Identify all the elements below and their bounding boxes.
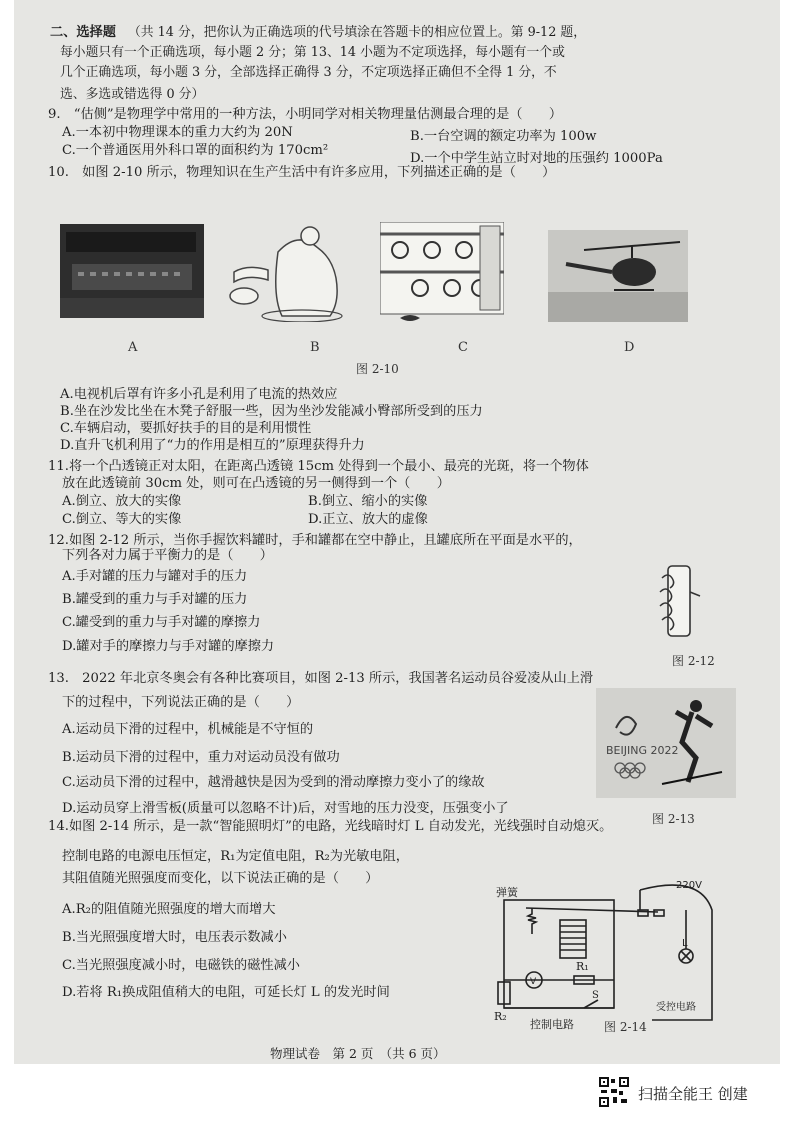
voltage-label: 220V	[676, 880, 702, 891]
q9-option-b: B.一台空调的额定功率为 100w	[410, 129, 597, 144]
q11-stem-1: 11.将一个凸透镜正对太阳，在距离凸透镜 15cm 处得到一个最小、最亮的光斑，将一个物体	[48, 459, 589, 474]
q14-option-c: C.当光照强度减小时，电磁铁的磁性减小	[62, 958, 300, 973]
q14-stem-3: 其阻值随光照强度而变化，以下说法正确的是（ ）	[62, 871, 379, 886]
fig-a-label: A	[128, 340, 138, 355]
q14-option-b: B.当光照强度增大时，电压表示数减小	[62, 930, 287, 945]
q13-option-d: D.运动员穿上滑雪板(质量可以忽略不计)后，对雪地的压力没变，压强变小了	[62, 801, 509, 816]
fig-d-label: D	[624, 340, 635, 355]
helicopter-image	[548, 230, 688, 322]
scanner-watermark: 扫描全能王 创建	[638, 1085, 748, 1103]
switch-label: S	[592, 990, 599, 1001]
spring-label: 弹簧	[496, 886, 518, 899]
lamp-label: L	[682, 938, 688, 949]
r2-label: R₂	[494, 1010, 507, 1023]
q14-stem-1: 14.如图 2-14 所示，是一款“智能照明灯”的电路，光线暗时灯 L 自动发光，光线强时自动熄灭。	[48, 819, 613, 834]
qr-code-icon	[598, 1076, 630, 1108]
fig-c-label: C	[458, 340, 468, 355]
q10-option-d: D.直升飞机利用了“力的作用是相互的”原理获得升力	[60, 438, 365, 453]
q13-option-c: C.运动员下滑的过程中，越滑越快是因为受到的滑动摩擦力变小了的缘故	[62, 775, 485, 790]
fig-2-13-caption: 图 2-13	[652, 812, 695, 826]
q12-stem-2: 下列各对力属于平衡力的是（ ）	[62, 548, 273, 563]
q13-stem-1: 13. 2022 年北京冬奥会有各种比赛项目，如图 2-13 所示，我国著名运动员谷爱凌从山上滑	[48, 671, 594, 686]
section-instructions-1: （共 14 分，把你认为正确选项的代号填涂在答题卡的相应位置上。第 9-12 题，	[128, 25, 587, 40]
skier-image	[596, 688, 736, 798]
q12-option-c: C.罐受到的重力与手对罐的摩擦力	[62, 615, 261, 630]
q14-option-d: D.若将 R₁换成阻值稍大的电阻，可延长灯 L 的发光时间	[62, 985, 390, 1000]
q9-option-c: C.一个普通医用外科口罩的面积约为 170cm²	[62, 143, 329, 158]
beijing-2022-logo: BEIJING 2022	[606, 744, 679, 757]
fig-2-14-caption: 图 2-14	[604, 1020, 647, 1034]
q13-option-b: B.运动员下滑的过程中，重力对运动员没有做功	[62, 750, 340, 765]
section-title: 二、选择题	[50, 25, 116, 40]
section-instructions-4: 选、多选或错选得 0 分）	[60, 87, 205, 102]
control-circuit-label: 控制电路	[530, 1018, 574, 1031]
hand-can-image	[654, 562, 702, 642]
page-footer: 物理试卷 第 2 页 （共 6 页）	[270, 1046, 446, 1061]
bus-handles-image	[380, 222, 504, 326]
q12-option-a: A.手对罐的压力与罐对手的压力	[62, 569, 248, 584]
q9-option-a: A.一本初中物理课本的重力大约为 20N	[62, 125, 293, 140]
q11-option-d: D.正立、放大的虚像	[308, 512, 428, 527]
q10-option-b: B.坐在沙发比坐在木凳子舒服一些，因为坐沙发能减小臀部所受到的压力	[60, 404, 483, 419]
q12-option-b: B.罐受到的重力与手对罐的压力	[62, 592, 248, 607]
circuit-diagram	[490, 870, 722, 1032]
r1-label: R₁	[576, 960, 589, 973]
tv-back-image	[60, 224, 204, 318]
q11-stem-2: 放在此透镜前 30cm 处，则可在凸透镜的另一侧得到一个（ ）	[62, 476, 450, 491]
voltmeter-label: V	[530, 977, 537, 987]
q13-option-a: A.运动员下滑的过程中，机械能是不守恒的	[62, 722, 314, 737]
q9-option-d: D.一个中学生站立时对地的压强约 1000Pa	[410, 151, 663, 166]
q13-stem-2: 下的过程中，下列说法正确的是（ ）	[62, 695, 300, 710]
q9-stem: 9. “估侧”是物理学中常用的一种方法，小明同学对相关物理量估测最合理的是（ ）	[48, 107, 562, 122]
section-instructions-2: 每小题只有一个正确选项，每小题 2 分；第 13、14 小题为不定项选择，每小题有一个或	[60, 45, 565, 60]
fig-2-10-caption: 图 2-10	[356, 362, 399, 376]
q11-option-c: C.倒立、等大的实像	[62, 512, 182, 527]
sofa-image	[228, 222, 354, 322]
q12-stem-1: 12.如图 2-12 所示，当你手握饮料罐时，手和罐都在空中静止，且罐底所在平面是水平的，	[48, 533, 582, 548]
q14-stem-2: 控制电路的电源电压恒定，R₁为定值电阻，R₂为光敏电阻，	[62, 849, 409, 864]
q11-option-b: B.倒立、缩小的实像	[308, 494, 428, 509]
q10-option-c: C.车辆启动，要抓好扶手的目的是利用惯性	[60, 421, 312, 436]
q11-option-a: A.倒立、放大的实像	[62, 494, 182, 509]
q10-stem: 10. 如图 2-10 所示，物理知识在生产生活中有许多应用，下列描述正确的是（ ）	[48, 165, 556, 180]
q10-option-a: A.电视机后罩有许多小孔是利用了电流的热效应	[60, 387, 338, 402]
q14-option-a: A.R₂的阻值随光照强度的增大而增大	[62, 902, 276, 917]
fig-b-label: B	[310, 340, 320, 355]
fig-2-12-caption: 图 2-12	[672, 654, 715, 668]
q12-option-d: D.罐对手的摩擦力与手对罐的摩擦力	[62, 639, 275, 654]
work-circuit-label: 受控电路	[656, 1002, 696, 1013]
section-instructions-3: 几个正确选项，每小题 3 分，全部选择正确得 3 分，不定项选择正确但不全得 1 分，不	[60, 65, 557, 80]
